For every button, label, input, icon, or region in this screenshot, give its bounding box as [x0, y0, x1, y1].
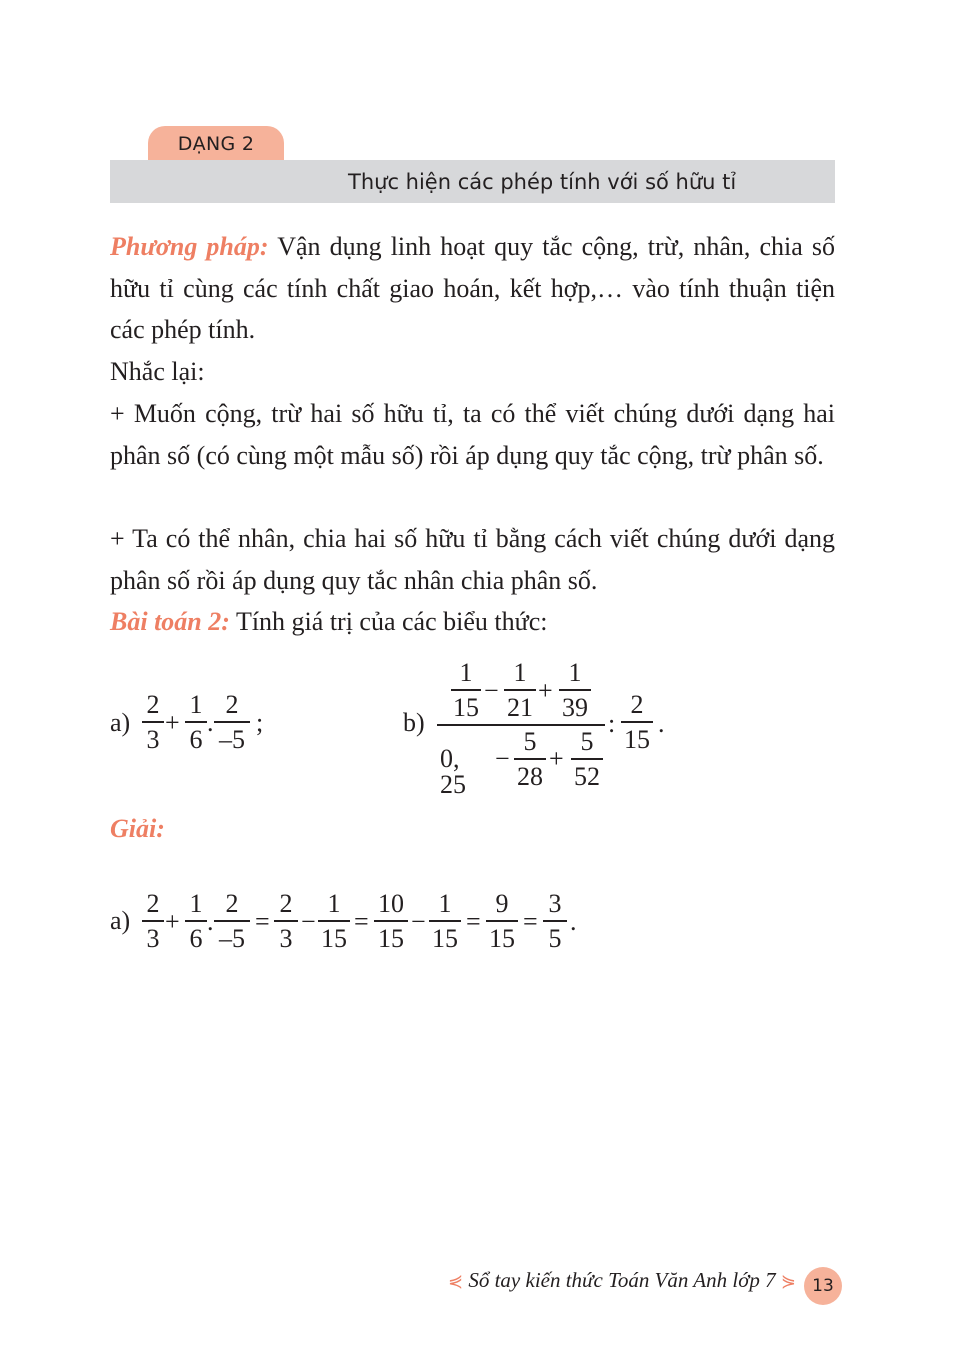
colon-sign: :	[608, 709, 616, 738]
minus-sign: −	[301, 907, 316, 936]
recall-item-1: + Muốn cộng, trừ hai số hữu tỉ, ta có thể viết chúng dưới dạng hai phân số (có cùng một mẫu số) rồi áp dụng quy tắc cộng, trừ phân số.	[110, 399, 835, 470]
numerator: 1	[189, 690, 203, 719]
numerator: 2	[225, 690, 239, 719]
fraction	[571, 729, 603, 790]
decorative-wave-icon: ⋞	[448, 1271, 464, 1291]
fraction	[214, 692, 250, 753]
fraction	[486, 891, 518, 952]
fraction	[185, 692, 207, 753]
denominator: 3	[146, 724, 160, 754]
semicolon: ;	[256, 708, 264, 737]
minus-sign: −	[411, 907, 426, 936]
minus-sign: −	[484, 676, 499, 705]
denominator: 6	[189, 923, 203, 953]
fraction	[559, 660, 591, 721]
section-banner	[110, 160, 835, 203]
equals-sign: =	[354, 907, 369, 936]
fraction	[142, 891, 164, 952]
numerator: 2	[146, 889, 160, 918]
numerator: 5	[523, 727, 537, 756]
fraction	[451, 660, 481, 721]
denominator: 6	[189, 724, 203, 754]
problem-label: Bài toán 2:	[110, 607, 230, 636]
solution-a-label: a)	[110, 906, 131, 935]
period: .	[570, 907, 577, 936]
denominator: 39	[562, 692, 588, 722]
denominator: 5	[548, 923, 562, 953]
problem-statement	[110, 601, 835, 643]
denominator: 21	[507, 692, 533, 722]
denominator: 15	[453, 692, 479, 722]
denominator: 3	[146, 923, 160, 953]
solution-label: Giải:	[110, 814, 165, 843]
period: .	[658, 709, 665, 738]
fraction	[543, 891, 567, 952]
numerator: 3	[548, 889, 562, 918]
plus-sign: +	[165, 708, 180, 737]
solution-heading	[110, 808, 835, 850]
recall-heading: Nhắc lại:	[110, 357, 205, 386]
fraction	[274, 891, 298, 952]
fraction	[621, 692, 653, 753]
problem-a-label: a)	[110, 708, 131, 737]
numerator: 1	[438, 889, 452, 918]
numerator: 10	[378, 889, 404, 918]
denominator: 28	[517, 761, 543, 791]
equals-sign: =	[466, 907, 481, 936]
fraction	[142, 692, 164, 753]
dot-sign: .	[207, 907, 214, 936]
numerator: 1	[568, 658, 582, 687]
numerator: 2	[630, 690, 644, 719]
book-title: Sổ tay kiến thức Toán Văn Anh lớp 7	[468, 1268, 776, 1292]
decorative-wave-icon: ⋟	[780, 1271, 796, 1291]
dot-sign: .	[207, 708, 214, 737]
denominator: 15	[489, 923, 515, 953]
method-text: Vận dụng linh hoạt quy tắc cộng, trừ, nhân, chia số hữu tỉ cùng các tính chất giao hoán, kết hợp,… vào tính thuận tiện các phép tính.	[110, 232, 836, 344]
denominator: 3	[279, 923, 293, 953]
denominator: 15	[321, 923, 347, 953]
denominator: 15	[378, 923, 404, 953]
problem-text: Tính giá trị của các biểu thức:	[229, 607, 548, 636]
section-title: Thực hiện các phép tính với số hữu tỉ	[348, 170, 737, 194]
numerator: 2	[279, 889, 293, 918]
problem-b-label: b)	[403, 708, 425, 737]
plus-sign: +	[549, 744, 564, 773]
fraction	[514, 729, 546, 790]
numerator: 1	[189, 889, 203, 918]
main-fraction-bar	[437, 724, 605, 726]
numerator: 5	[580, 727, 594, 756]
plus-sign: +	[165, 907, 180, 936]
denominator: 52	[574, 761, 600, 791]
fraction	[185, 891, 207, 952]
numerator: 2	[225, 889, 239, 918]
numerator: 1	[513, 658, 527, 687]
fraction	[374, 891, 408, 952]
fraction	[214, 891, 250, 952]
equals-sign: =	[255, 907, 270, 936]
equals-sign: =	[523, 907, 538, 936]
fraction	[318, 891, 350, 952]
numerator: 1	[327, 889, 341, 918]
recall-item-2: + Ta có thể nhân, chia hai số hữu tỉ bằng cách viết chúng dưới dạng phân số rồi áp dụng quy tắc nhân chia phân số.	[110, 524, 835, 595]
denominator: 15	[624, 724, 650, 754]
fraction	[429, 891, 461, 952]
decimal-number: 0, 25	[440, 744, 466, 799]
plus-sign: +	[538, 676, 553, 705]
numerator: 2	[146, 690, 160, 719]
footer-book-title	[448, 1268, 796, 1293]
denominator: –5	[219, 724, 245, 754]
method-paragraph	[110, 226, 835, 351]
method-label: Phương pháp:	[110, 232, 269, 261]
denominator: 15	[432, 923, 458, 953]
minus-sign: −	[495, 744, 510, 773]
fraction	[504, 660, 536, 721]
numerator: 1	[459, 658, 473, 687]
denominator: –5	[219, 923, 245, 953]
page-number-badge: 13	[804, 1267, 842, 1305]
section-tag: DẠNG 2	[148, 126, 284, 160]
numerator: 9	[495, 889, 509, 918]
